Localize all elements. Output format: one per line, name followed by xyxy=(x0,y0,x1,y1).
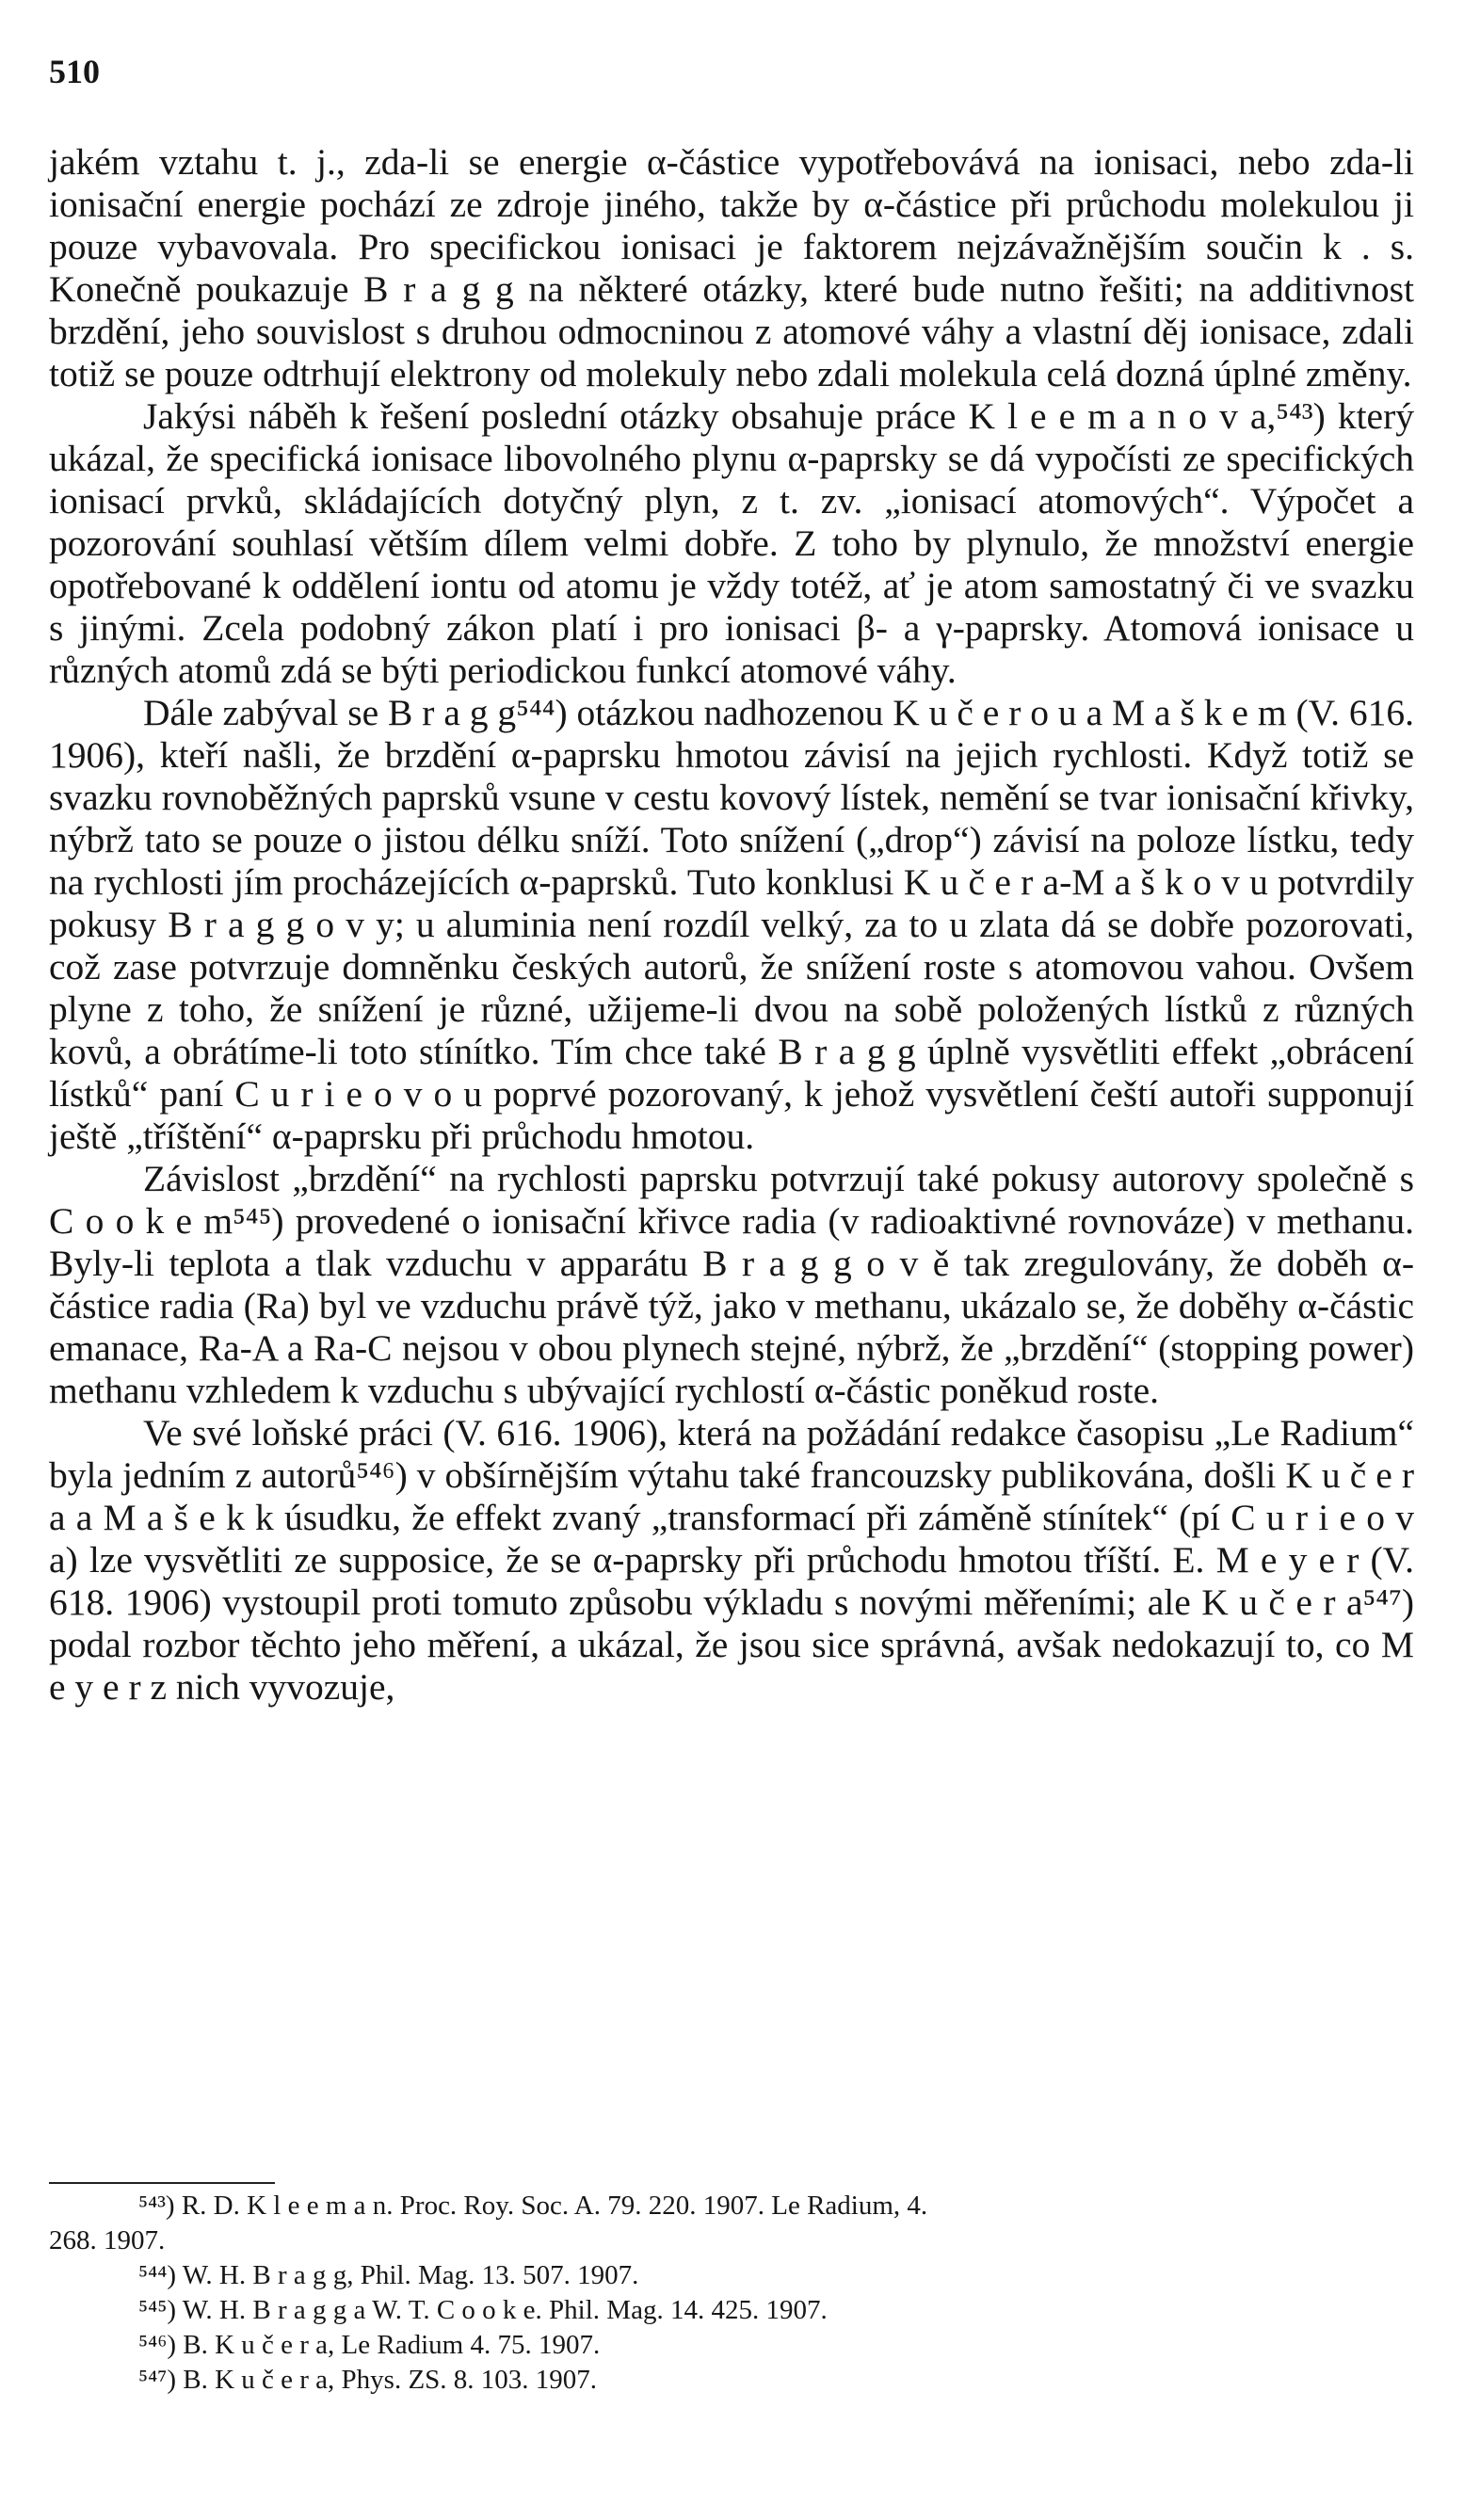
footnote-divider xyxy=(49,2182,275,2184)
footnote-546: ⁵⁴⁶) B. K u č e r a, Le Radium 4. 75. 1907. xyxy=(138,2330,601,2360)
footnote-545: ⁵⁴⁵) W. H. B r a g g a W. T. C o o k e. Phil. Mag. 14. 425. 1907. xyxy=(138,2295,828,2325)
body-text xyxy=(49,141,1414,1709)
paragraph-1: jakém vztahu t. j., zda-li se energie α-částice vypotřebovává na ionisaci, nebo zda-li ionisační energie pochází ze zdroje jiného, takže by α-částice při průchodu molekulou ji pouze vybavovala. Pro specifickou ionisaci je faktorem nejzávažnějším součin k . s. Konečně poukazuje B r a g g na některé otázky, které bude nutno řešiti; na additivnost brzdění, jeho souvislost s druhou odmocninou z atomové váhy a vlastní děj ionisace, zdali totiž se pouze odtrhují elektrony od molekuly nebo zdali molekula celá dozná úplné změny. xyxy=(49,141,1414,394)
page-number: 510 xyxy=(49,53,100,90)
paragraph-4: Závislost „brzdění“ na rychlosti paprsku potvrzují také pokusy autorovy společně s C o o k e m⁵⁴⁵) provedené o ionisační křivce radia (v radioaktivné rovnováze) v methanu. Byly-li teplota a tlak vzduchu v apparátu B r a g g o v ě tak zregulovány, že doběh α-částice radia (Ra) byl ve vzduchu právě týž, jako v methanu, ukázalo se, že doběhy α-částic emanace, Ra-A a Ra-C nejsou v obou plynech stejné, nýbrž, že „brzdění“ (stopping power) methanu vzhledem k vzduchu s ubývající rychlostí α-částic poněkud roste. xyxy=(49,1158,1414,1411)
footnotes xyxy=(49,2189,1414,2398)
paragraph-3: Dále zabýval se B r a g g⁵⁴⁴) otázkou nadhozenou K u č e r o u a M a š k e m (V. 616. 1906), kteří našli, že brzdění α-paprsku hmotou závisí na jejich rychlosti. Když totiž se svazku rovnoběžných paprsků vsune v cestu kovový lístek, nemění se tvar ionisační křivky, nýbrž tato se pouze o jistou délku sníží. Toto snížení („drop“) závisí na poloze lístku, tedy na rychlosti jím procházejících α-paprsků. Tuto konklusi K u č e r a-M a š k o v u potvrdily pokusy B r a g g o v y; u aluminia není rozdíl velký, za to u zlata dá se dobře pozorovati, což zase potvrzuje domněnku českých autorů, že snížení roste s atomovou vahou. Ovšem plyne z toho, že snížení je různé, užijeme-li dvou na sobě položených lístků z různých kovů, a obrátíme-li toto stínítko. Tím chce také B r a g g úplně vysvětliti effekt „obrácení lístků“ paní C u r i e o v o u poprvé pozorovaný, k jehož vysvětlení čeští autoři supponují ještě „tříštění“ α-paprsku při průchodu hmotou. xyxy=(49,692,1414,1157)
footnote-547: ⁵⁴⁷) B. K u č e r a, Phys. ZS. 8. 103. 1907. xyxy=(138,2365,598,2395)
footnote-543-continuation: 268. 1907. xyxy=(49,2225,166,2255)
footnote-543: ⁵⁴³) R. D. K l e e m a n. Proc. Roy. Soc. A. 79. 220. 1907. Le Radium, 4. xyxy=(138,2191,928,2221)
footnote-544: ⁵⁴⁴) W. H. B r a g g, Phil. Mag. 13. 507. 1907. xyxy=(138,2260,639,2290)
paragraph-2: Jakýsi náběh k řešení poslední otázky obsahuje práce K l e e m a n o v a,⁵⁴³) který ukázal, že specifická ionisace libovolného plynu α-paprsky se dá vypočísti ze specifických ionisací prvků, skládajících dotyčný plyn, z t. zv. „ionisací atomových“. Výpočet a pozorování souhlasí větším dílem velmi dobře. Z toho by plynulo, že množství energie opotřebované k oddělení iontu od atomu je vždy totéž, ať je atom samostatný či ve svazku s jinými. Zcela podobný zákon platí i pro ionisaci β- a γ-paprsky. Atomová ionisace u různých atomů zdá se býti periodickou funkcí atomové váhy. xyxy=(49,395,1414,691)
paragraph-5: Ve své loňské práci (V. 616. 1906), která na požádání redakce časopisu „Le Radium“ byla jedním z autorů⁵⁴⁶) v obšírnějším výtahu také francouzsky publikována, došli K u č e r a a M a š e k k úsudku, že effekt zvaný „transformací při záměně stínítek“ (pí C u r i e o v a) lze vysvětliti ze supposice, že se α-paprsky při průchodu hmotou tříští. E. M e y e r (V. 618. 1906) vystoupil proti tomuto způsobu výkladu s novými měřeními; ale K u č e r a⁵⁴⁷) podal rozbor těchto jeho měření, a ukázal, že jsou sice správná, avšak nedokazují to, co M e y e r z nich vyvozuje, xyxy=(49,1412,1414,1708)
